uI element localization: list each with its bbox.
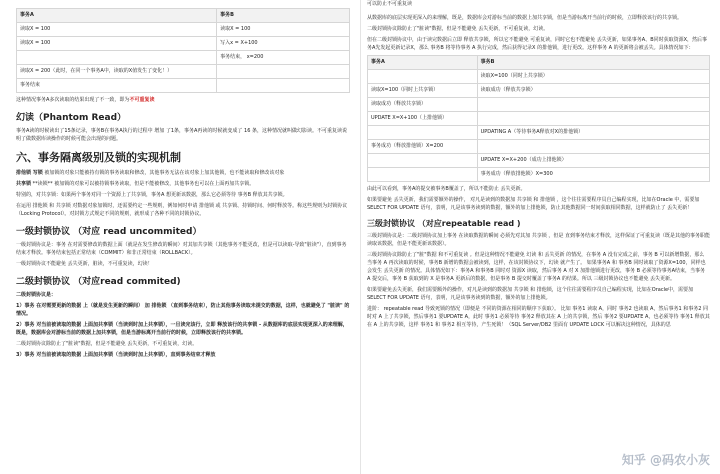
paragraph: 一级封锁协议不能避免 丢失更新，脏读，不可重复读，幻读！	[16, 261, 153, 267]
paragraph: 二级封锁协议除防止了"脏读"数据，但是不能避免 丢失更新，不可重复读，幻读。	[16, 341, 198, 347]
highlight-text: 不可重复读	[129, 97, 155, 103]
table-cell	[368, 168, 478, 182]
table-row	[17, 23, 350, 37]
paragraph-text: 这种情况事务A多次读取的结果出现了不一致，即为	[16, 97, 130, 103]
table-cell	[477, 98, 709, 112]
table-header-cell: 事务B	[477, 56, 709, 70]
table-cell	[217, 65, 350, 79]
watermark: 知乎 @码农小灰	[621, 453, 710, 467]
table-cell: 事务结束	[17, 79, 217, 93]
table-header-cell: 事务A	[368, 56, 478, 70]
paragraph-text: 被加锁的对象只能被持有锁的事务读取和修改，其他事务无法在该对象上加其他锁，也不能读取和修改该对象	[44, 170, 285, 176]
table-row	[368, 140, 710, 154]
paragraph: 但在二级封锁协议中，由于读完数据后立即 释放共享锁，所以它不能避免 可重复读，同时它也不能避免 丢失更新，如果事务A、B同时获取资源X，然后事务A先发起更新记录X，那么 事务B 将等待事务 A 执行完成，然后获得记录X 的排他锁，进行更改。这样事务 A 的更新将会被丢失。具体情况如下：	[367, 37, 708, 51]
lost-update-table	[367, 55, 710, 182]
table-cell: UPDATING A（等待事务A释放对X的排他锁）	[477, 126, 709, 140]
paragraph: 事务A读的时候读出了15条记录，事务B在事务A执行的过程中 增加 了1条，事务A再读的时候就变成了 16 条，这种情况就叫做幻影读。不可重复读说明了做数据库读操作的时候可能会出现的问题。	[16, 128, 347, 142]
paragraph	[16, 96, 350, 104]
paragraph: 进阶： repeatable read 导致死锁的情况（即便是 不同的资源在相同的顺序下获取）。 比如 事务1 读取 A，同时 事务2 也读取 A，然后事务1 和事务2 同时对 A 上了共享锁，然后事务1 要UPDATE A，此时 事务1 必须等待 事务2 释放其在 A 上的共享锁，然后 事务2 要UPDATE A，也必须等待 事务1 释放其在 A 上的共享锁，这样 事务1 和 事务2 相互等待，产生死锁！（SQL Server/DB2 里面有 UPDATE LOCK 可以解决这种情况，具体的思	[367, 306, 710, 328]
table-row	[17, 65, 350, 79]
paragraph: 一级封锁协议是：事务 在对需要修改的数据上面（就是在发生修改的瞬间）对其加共享锁（其他事务不能更改，但是可以读取-导致"脏读"），直到事务结束才释放。事务结束包括正常结束（COMMIT）和非正常结束（ROLLBACK）。	[16, 242, 347, 256]
paragraph: 特别的，对共享锁：如果两个事务对同一个资源上了共享锁，事务A 想更新该数据，那么它必须等待 事务B 释放其共享锁。	[16, 192, 288, 198]
paragraph-text: **读锁** 被加锁的对象可以被持锁事务读取，但是不能被修改，其他事务也可以在上面再加共享锁。	[32, 181, 255, 187]
table-header-cell: 事务A	[17, 9, 217, 23]
table-cell: 写入x = X+100	[217, 37, 350, 51]
table-cell: 事务成功（释放排他锁）X=200	[368, 140, 478, 154]
table-cell	[368, 126, 478, 140]
table-cell: 读取X = 100	[17, 37, 217, 51]
paragraph: 由此可以看到，事务A的提交被事务B覆盖了，所以不能防止 丢失更新。	[367, 186, 526, 192]
table-header-cell: 事务B	[217, 9, 350, 23]
table-cell: UPDATE X=X+200（成功上排他锁）	[477, 154, 709, 168]
paragraph: 3）事务 对当前被读取的数据 上面加共享锁（当读到时加上共享锁），直到事务结束才释放	[16, 352, 216, 358]
table-cell: 读取X=100（同时上共享锁）	[368, 84, 478, 98]
section-heading-isolation: 六、事务隔离级别及锁的实现机制	[16, 151, 181, 164]
paragraph: 三级封锁协议除防止了"脏"数据 和不可重复读 。但是这种情况不能避免 幻读 和 丢失更新 的情况，在事务 A 没有完成之前，事务 B 可以新增数据，那么 当事务 A 再次读取的时候，事务B 新增的数据会被读到，这样，在该封锁协议下，幻读 就产生了。 如果事务A 和 事务B 同时读取了资源X=100，同样也会发生 丢失更新 的情况。具体情况如下：事务A 和事务B 同时对 资源X 读取，然后事务 A 对 X 加排他锁进行更改，事务 B 必须等待事务A结束，当事务 A 提交后，事务 B 获取到的 X 是事务A 更新后的数据，但是事务 B 提交时覆盖了事务A 的结果。所以 三级封锁协议也不能避免 丢失更新。	[367, 252, 706, 282]
table-cell: 事务结束， x=200	[217, 51, 350, 65]
section-heading-phantom: 幻读（Phantom Read）	[16, 113, 127, 123]
table-row	[368, 126, 710, 140]
table-cell: 读取成功（释放共享锁）	[477, 84, 709, 98]
table-cell	[17, 51, 217, 65]
table-cell	[217, 79, 350, 93]
table-row	[368, 84, 710, 98]
paragraph: 可以防止不可重复读	[367, 1, 413, 7]
table-row	[17, 79, 350, 93]
table-row	[368, 154, 710, 168]
term-text: 排他锁 写锁	[16, 170, 43, 176]
table-row	[368, 70, 710, 84]
table-row	[17, 51, 350, 65]
table-cell	[368, 70, 478, 84]
table-cell: 读取X = 100	[217, 23, 350, 37]
table-cell: 读取成功（释放共享锁）	[368, 98, 478, 112]
paragraph: 如果要避免丢失更新，我们需要额外的操作，对凡是读到的数据加 共享锁 和 排他锁，这个往往需要程序员自己编程实现，比如在Oracle中，需要加 SELECT FOR UPDATE 语句，表明，凡是该事务读到的数据，额外的加上排他锁。	[367, 287, 694, 301]
right-page	[360, 0, 720, 474]
table-cell: 读取X = 200（此时，在同一个事务A中，读取的X值发生了变化！）	[17, 65, 217, 79]
table-header-row	[368, 56, 710, 70]
table-cell	[477, 112, 709, 126]
phenomenon-table-nonrepeatable	[16, 8, 350, 93]
paragraph: 二级封锁协议除防止了"脏读"数据，但是不能避免 丢失更新，不可重复读，幻读。	[367, 26, 549, 32]
paragraph: 二级封锁协议是：	[16, 292, 57, 298]
table-row	[368, 98, 710, 112]
table-row	[368, 168, 710, 182]
table-cell: 读取X = 100	[17, 23, 217, 37]
section-heading-level1: 一级封锁协议 （对应 read uncommited）	[16, 227, 202, 237]
paragraph: 在运用 排他锁 和 共享锁 对数据对象加锁时，还需要约定一些规则，例如何时申请 排他锁 或 共享锁、持锁时间、何时释放等。称这些规则为封锁协议（Locking Protocol）。对封锁方式规定不同的规则，就形成了各种不同的封锁协议。	[16, 203, 348, 217]
paragraph: 从数据库的底层实现更深入的来理解，既是，数据库会对游标当前的数据上加共享锁，但是当游标离开当前行的时候，立即释放该行的共享锁。	[367, 15, 683, 21]
paragraph: 1）事务 在对需要更新的数据 上（就是发生更新的瞬间） 加 排他锁 （直到事务结束），防止其他事务读取未提交的数据，这样，也就避免了 "脏读" 的情况。	[16, 303, 350, 317]
section-heading-level3: 三级封锁协议 （对应repeatable read )	[367, 219, 521, 228]
paragraph	[16, 169, 350, 177]
paragraph	[16, 180, 350, 188]
table-cell	[477, 140, 709, 154]
table-cell: UPDATE X=X+100（上排他锁）	[368, 112, 478, 126]
term-text: 共享锁	[16, 181, 32, 187]
paragraph: 如果要避免 丢失更新，我们需要额外的操作， 对凡是读到的数据加 共享锁 和 排他锁 ，这个往往需要程序员自己编程实现，比如在Oracle 中，需要加 SELECT FOR UPDATE 语句，表明，凡是该事务读到的数据，额外的加上排他锁，防止其他数据同一时间获取相同数据，这样就防止了 丢失更新！	[367, 197, 700, 211]
table-row	[368, 112, 710, 126]
table-header-row	[17, 9, 350, 23]
paragraph: 2）事务 对当前被读取的数据 上面加共享锁（当读到时加上共享锁），一旦读完该行，立即 释放该行的共享锁 - 从数据库的底层实现更深入的来理解，既是，数据库会对游标当前的数据上加共享锁，但是当游标离开当前行的时候，立即释放该行的共享锁。	[16, 322, 348, 336]
paragraph: 三级封锁协议是：二级封锁协议加上事务 在读取数据的瞬间 必须先对其加 共享锁 ，但是 直到事务结束才释放，这样保证了可重复读（既是其他的事务职能读取该数据，但是不能更新该数据）。	[367, 233, 710, 247]
table-cell	[368, 154, 478, 168]
section-heading-level2: 二级封锁协议 （对应read commited)	[16, 277, 181, 287]
table-row	[17, 37, 350, 51]
table-cell: 事务成功（释放排他锁）X=300	[477, 168, 709, 182]
table-cell: 读取X=100（同时上共享锁）	[477, 70, 709, 84]
